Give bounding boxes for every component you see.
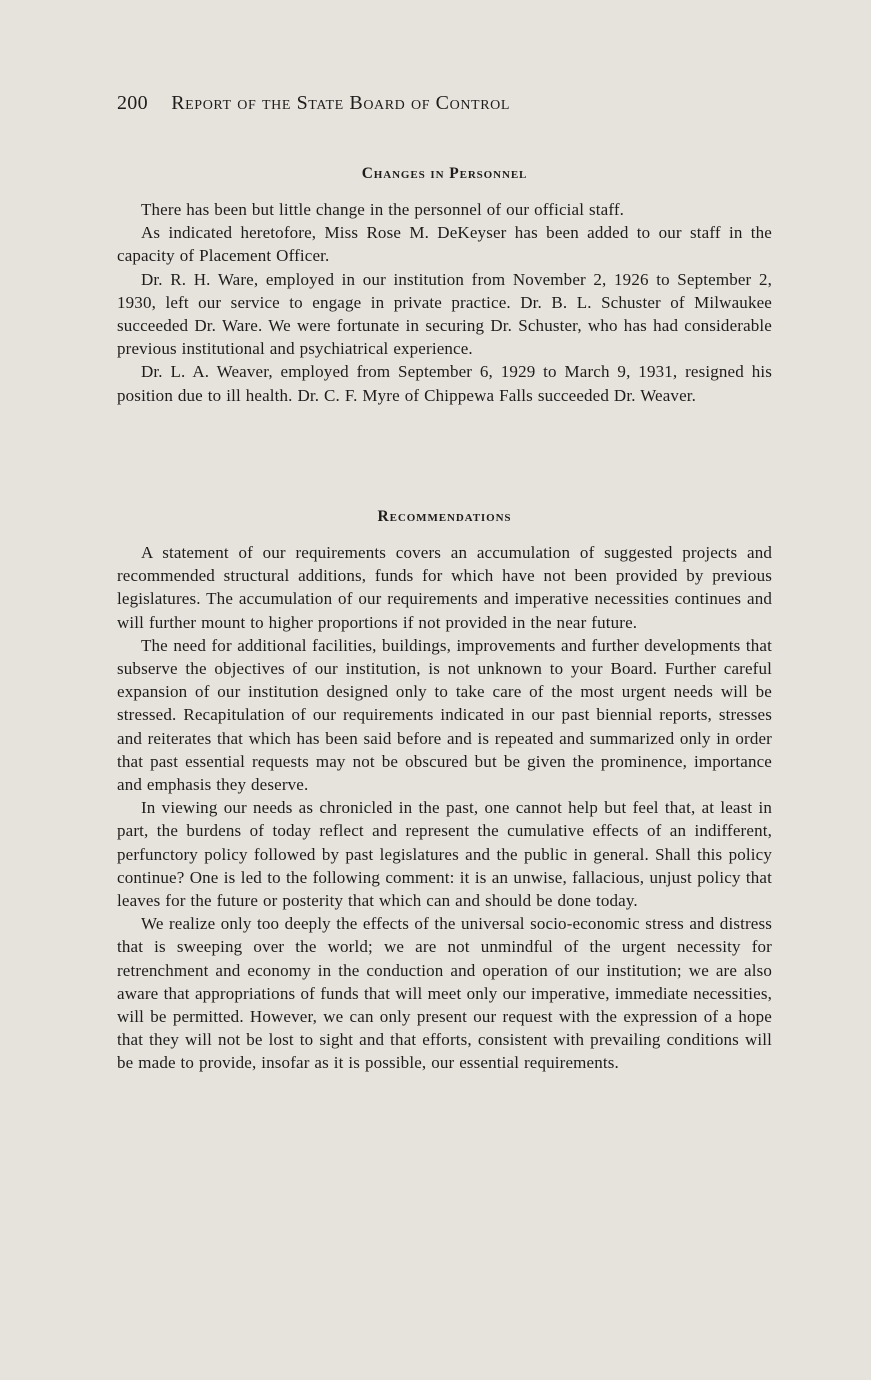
section-recommendations (117, 505, 772, 1075)
paragraph: As indicated heretofore, Miss Rose M. DeKeyser has been added to our staff in the capacity of Placement Officer. (117, 223, 772, 266)
paragraph: Dr. R. H. Ware, employed in our institution from November 2, 1926 to September 2, 1930, left our service to engage in private practice. Dr. B. L. Schuster of Milwaukee succeeded Dr. Ware. We were fortunate in securing Dr. Schuster, who has had considerable previous institutional and psychiatrical experience. (117, 269, 772, 359)
paragraph: The need for additional facilities, buildings, improvements and further developments that subserve the objectives of our institution, is not unknown to your Board. Further careful expansion of our institution designed only to take care of the most urgent needs will be stressed. Recapitulation of our requirements indicated in our past biennial reports, stresses and reiterates that which has been said before and is repeated and summarized only in order that past essential requests may not be obscured but be given the prominence, importance and emphasis they deserve. (117, 635, 772, 795)
paragraph: We realize only too deeply the effects of the universal socio-economic stress and distress that is sweeping over the world; we are not unmindful of the urgent necessity for retrenchment and economy in the conduction and operation of our institution; we are also aware that appropriations of funds that will meet only our imperative, immediate necessities, will be permitted. However, we can only present our request with the expression of a hope that they will not be lost to sight and that efforts, consistent with prevailing conditions will be made to provide, insofar as it is possible, our essential requirements. (117, 914, 772, 1073)
paragraph: There has been but little change in the personnel of our official staff. (141, 200, 625, 219)
running-header (117, 92, 797, 115)
section-heading: Changes in Personnel (361, 165, 528, 182)
section-heading: Recommendations (377, 508, 512, 525)
page-number: 200 (117, 92, 148, 114)
paragraph: In viewing our needs as chronicled in the past, one cannot help but feel that, at least in part, the burdens of today reflect and represent the cumulative effects of an indifferent, perfunctory policy followed by past legislatures and the public in general. Shall this policy continue? One is led to the following comment: it is an unwise, fallacious, unjust policy that leaves for the future or posterity that which can and should be done today. (117, 798, 772, 911)
section-changes-in-personnel (117, 162, 772, 407)
paragraph: Dr. L. A. Weaver, employed from September 6, 1929 to March 9, 1931, resigned his position due to ill health. Dr. C. F. Myre of Chippewa Falls succeeded Dr. Weaver. (117, 362, 772, 405)
paragraph: A statement of our requirements covers an accumulation of suggested projects and recommended structural additions, funds for which have not been provided by previous legislatures. The accumulation of our requirements and imperative necessities continues and will further mount to higher proportions if not provided in the near future. (117, 543, 772, 632)
running-title: Report of the State Board of Control (171, 92, 510, 114)
